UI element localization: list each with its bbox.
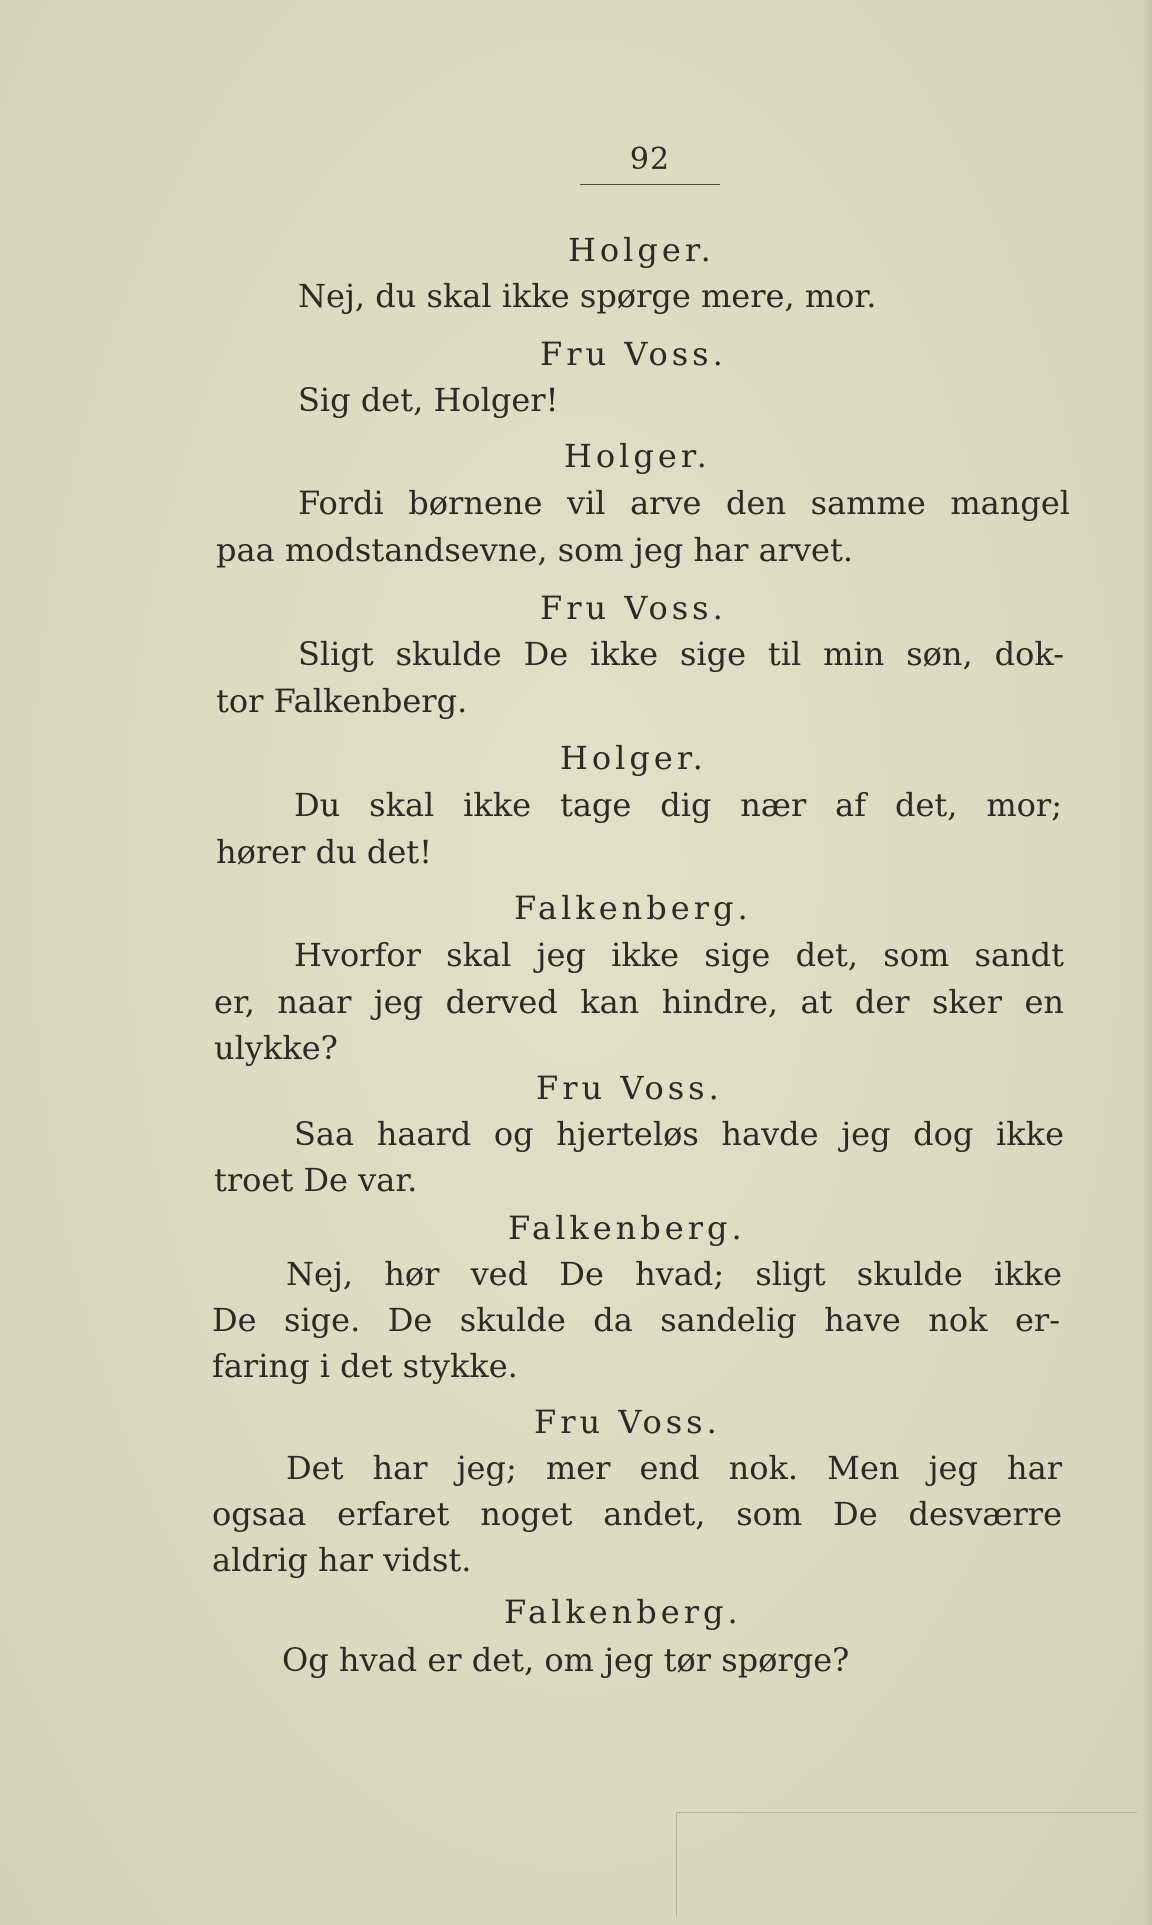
- dialogue-line: ogsaa erfaret noget andet, som De desværre: [212, 1495, 1062, 1533]
- dialogue-line: paa modstandsevne, som jeg har arvet.: [216, 531, 853, 569]
- dialogue-line: De sige. De skulde da sandelig have nok er-: [212, 1301, 1060, 1339]
- dialogue-line: Du skal ikke tage dig nær af det, mor;: [294, 786, 1062, 824]
- dialogue-line: hører du det!: [216, 833, 432, 871]
- speaker-name: Falkenberg.: [508, 1209, 746, 1247]
- dialogue-line: Og hvad er det, om jeg tør spørge?: [282, 1641, 850, 1679]
- dialogue-line: tor Falkenberg.: [216, 682, 468, 720]
- scan-corner-mark: [676, 1812, 1137, 1917]
- dialogue-line: Nej, hør ved De hvad; sligt skulde ikke: [286, 1255, 1062, 1293]
- dialogue-line: Det har jeg; mer end nok. Men jeg har: [286, 1449, 1062, 1487]
- speaker-name: Fru Voss.: [540, 589, 727, 627]
- speaker-name: Holger.: [560, 739, 707, 777]
- dialogue-line: Hvorfor skal jeg ikke sige det, som sandt: [294, 936, 1064, 974]
- speaker-name: Fru Voss.: [534, 1403, 721, 1441]
- dialogue-line: Saa haard og hjerteløs havde jeg dog ikke: [294, 1115, 1064, 1153]
- speaker-name: Holger.: [568, 231, 715, 269]
- speaker-name: Holger.: [564, 437, 711, 475]
- speaker-name: Falkenberg.: [514, 889, 752, 927]
- dialogue-line: er, naar jeg derved kan hindre, at der sker en: [214, 983, 1064, 1021]
- dialogue-line: troet De var.: [214, 1161, 418, 1199]
- speaker-name: Fru Voss.: [540, 335, 727, 373]
- page-number: 92: [629, 142, 671, 177]
- page-number-rule: [580, 184, 720, 185]
- dialogue-line: Sligt skulde De ikke sige til min søn, dok-: [298, 635, 1064, 673]
- dialogue-line: Sig det, Holger!: [298, 381, 559, 419]
- dialogue-line: aldrig har vidst.: [212, 1541, 472, 1579]
- dialogue-line: Fordi børnene vil arve den samme mangel: [298, 484, 1070, 522]
- dialogue-line: Nej, du skal ikke spørge mere, mor.: [298, 277, 877, 315]
- dialogue-line: faring i det stykke.: [212, 1347, 518, 1385]
- dialogue-line: ulykke?: [214, 1029, 338, 1067]
- page-edge-shadow: [1144, 0, 1152, 1925]
- speaker-name: Fru Voss.: [536, 1069, 723, 1107]
- speaker-name: Falkenberg.: [504, 1593, 742, 1631]
